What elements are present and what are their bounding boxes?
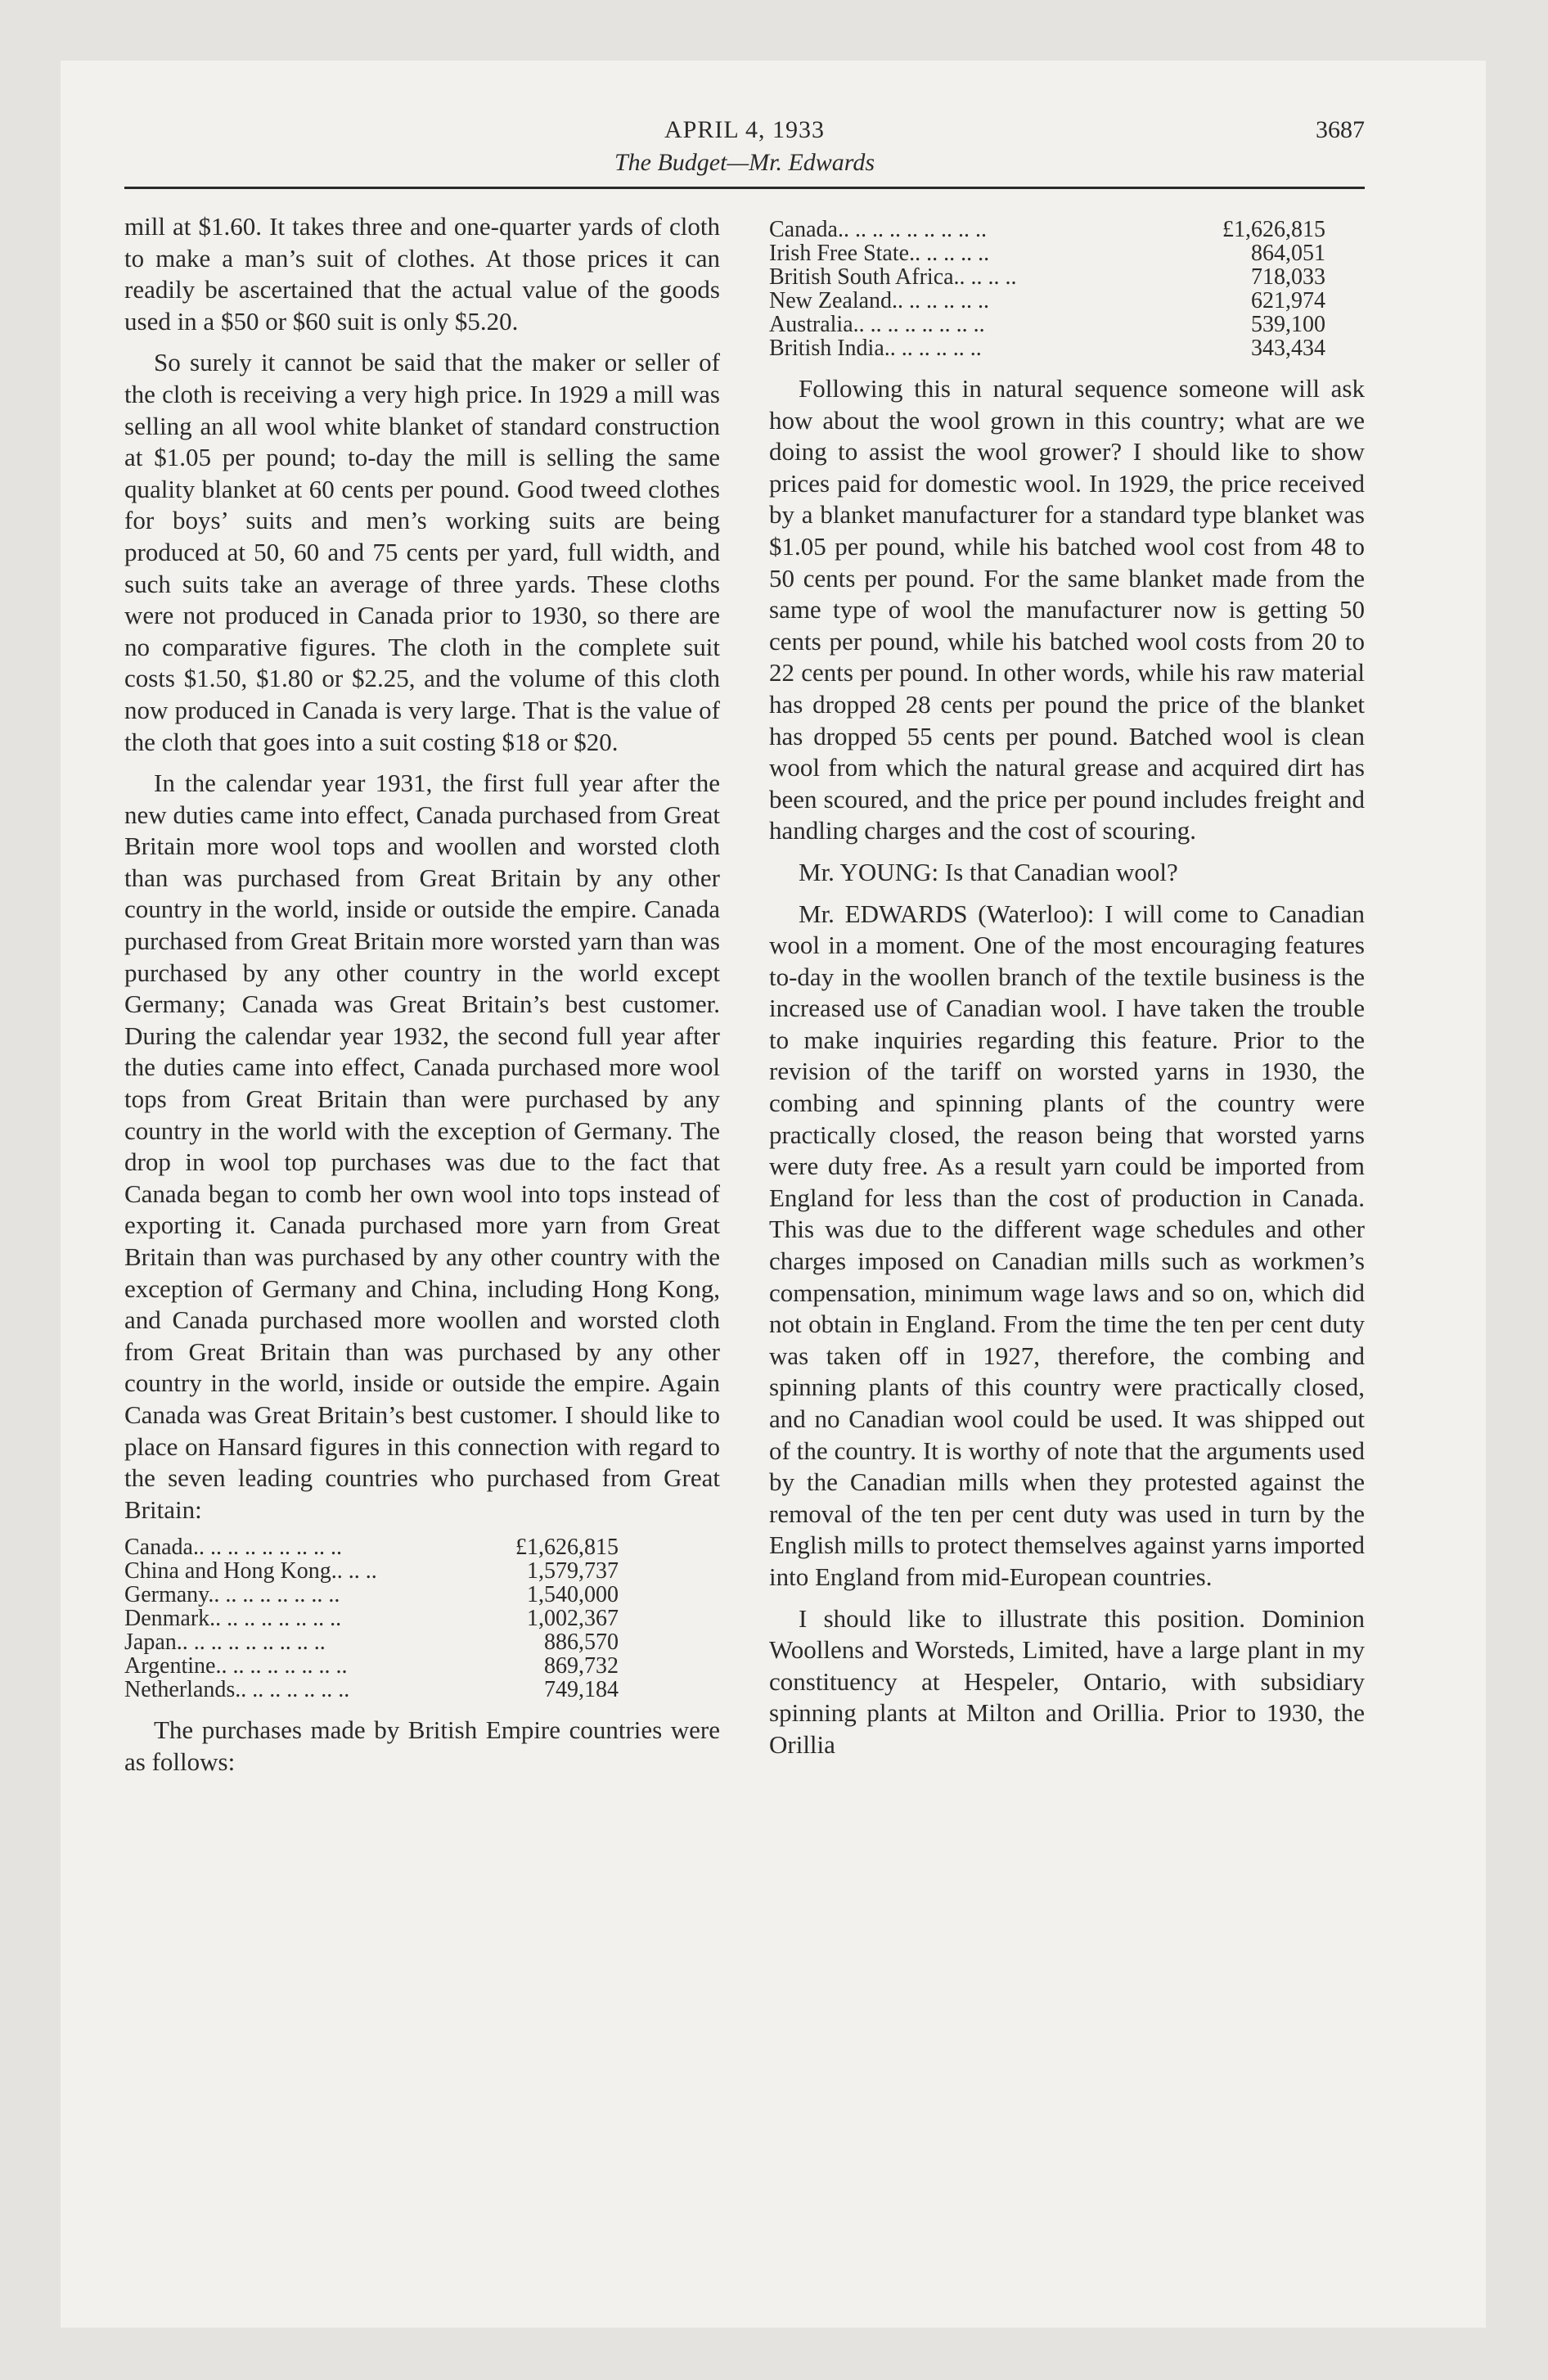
- purchase-value: 718,033: [1251, 264, 1325, 290]
- purchase-value: 749,184: [544, 1677, 619, 1703]
- country-name: Netherlands.. .. .. .. .. .. ..: [124, 1677, 350, 1703]
- table-row: [769, 289, 1325, 313]
- page-header: [124, 113, 1365, 189]
- purchase-value: 539,100: [1251, 312, 1325, 337]
- country-name: China and Hong Kong.. .. ..: [124, 1558, 377, 1584]
- country-name: British India.. .. .. .. .. ..: [769, 336, 982, 361]
- country-name: Irish Free State.. .. .. .. ..: [769, 241, 990, 266]
- header-subtitle: The Budget—Mr. Edwards: [614, 149, 875, 176]
- left-column: [124, 211, 720, 1788]
- table-row: [124, 1630, 619, 1654]
- paragraph: So surely it cannot be said that the maker or seller of the cloth is receiving a very high price. In 1929 a mill was selling an all wool white blanket of standard construction at $1.05 per pound; to-day the mill is selling the same quality blanket at 60 cents per pound. Good tweed clothes for boys’ suits and men’s working suits are being produced at 50, 60 and 75 cents per yard, full width, and such suits take an average of three yards. These cloths were not produced in Canada prior to 1930, so there are no comparative figures. The cloth in the complete suit costs $1.50, $1.80 or $2.25, and the volume of this cloth now produced in Canada is very large. That is the value of the cloth that goes into a suit costing $18 or $20.: [124, 348, 720, 756]
- table-row: [124, 1607, 619, 1630]
- purchase-value: 621,974: [1251, 288, 1325, 313]
- table-row: [124, 1678, 619, 1702]
- purchase-value: 1,002,367: [527, 1606, 619, 1632]
- country-name: Australia.. .. .. .. .. .. .. ..: [769, 312, 985, 337]
- country-name: British South Africa.. .. .. ..: [769, 264, 1017, 290]
- country-name: Canada.. .. .. .. .. .. .. .. ..: [769, 217, 987, 242]
- country-name: New Zealand.. .. .. .. .. ..: [769, 288, 990, 313]
- page-number: 3687: [1316, 116, 1365, 143]
- paragraph: In the calendar year 1931, the first full year after the new duties came into effect, Canada purchased from Great Britain more wool tops and woollen and worsted cloth than was purchased from Great Britain by any other country in the world, inside or outside the empire. Canada purchased from Great Britain more worsted yarn than was purchased by any other country in the world except Germany; Canada was Great Britain’s best customer. During the calendar year 1932, the second full year after the duties came into effect, Canada purchased more wool tops from Great Britain than were purchased by any country in the world with the exception of Germany. The drop in wool top purchases was due to the fact that Canada began to comb her own wool into tops instead of exporting it. Canada purchased more yarn from Great Britain than was purchased by any other country with the exception of Germany and China, including Hong Kong, and Canada purchased more woollen and worsted cloth from Great Britain than was purchased by any other country in the world, inside or outside the empire. Again Canada was Great Britain’s best customer. I should like to place on Hansard figures in this connection with regard to the seven leading countries who purchased from Great Britain:: [124, 769, 720, 1524]
- country-name: Germany.. .. .. .. .. .. .. ..: [124, 1582, 340, 1608]
- right-column: [769, 211, 1365, 1771]
- table-row: [769, 336, 1325, 360]
- table-row: [124, 1535, 619, 1559]
- table-row: [769, 218, 1325, 241]
- purchase-value: 1,579,737: [527, 1558, 619, 1584]
- country-name: Canada.. .. .. .. .. .. .. .. ..: [124, 1535, 342, 1561]
- table-row: [769, 241, 1325, 265]
- table-row: [769, 313, 1325, 336]
- paragraph: The purchases made by British Empire countries were as follows:: [124, 1715, 720, 1776]
- country-name: Argentine.. .. .. .. .. .. .. ..: [124, 1653, 348, 1679]
- purchase-value: 864,051: [1251, 241, 1325, 266]
- table-row: [124, 1654, 619, 1678]
- country-name: Japan.. .. .. .. .. .. .. .. ..: [124, 1629, 326, 1656]
- empire-countries-table: [769, 218, 1325, 360]
- paragraph: Following this in natural sequence someone will ask how about the wool grown in this country; what are we doing to assist the wool grower? I should like to show prices paid for domestic wool. In 1929, the price received by a blanket manufacturer for a standard type blanket was $1.05 per pound, while his batched wool cost from 48 to 50 cents per pound. For the same blanket made from the same type of wool the manufacturer now is getting 50 cents per pound, while his batched wool costs from 20 to 22 cents per pound. In other words, while his raw material has dropped 28 cents per pound the price of the blanket has dropped 55 cents per pound. Batched wool is clean wool from which the natural grease and acquired dirt has been scoured, and the price per pound includes freight and handling charges and the cost of scouring.: [769, 374, 1365, 845]
- paragraph: Mr. EDWARDS (Waterloo): I will come to Canadian wool in a moment. One of the most encouraging features to-day in the woollen branch of the textile business is the increased use of Canadian wool. I have taken the trouble to make inquiries regarding this feature. Prior to the revision of the tariff on worsted yarns in 1930, the combing and spinning plants of the country were practically closed, the reason being that worsted yarns were duty free. As a result yarn could be imported from England for less than the cost of production in Canada. This was due to the different wage schedules and other charges imposed on Canadian mills such as workmen’s compensation, minimum wage laws and so on, which did not obtain in England. From the time the ten per cent duty was taken off in 1927, therefore, the combing and spinning plants of this country were practically closed, and no Canadian wool could be used. It was shipped out of the country. It is worthy of note that the arguments used by the Canadian mills when they protested against the removal of the ten per cent duty was used in turn by the English mills to protect themselves against yarns imported into England from mid-European countries.: [769, 899, 1365, 1591]
- table-row: [124, 1559, 619, 1583]
- purchase-value: 869,732: [544, 1653, 619, 1679]
- paragraph: Mr. YOUNG: Is that Canadian wool?: [799, 857, 1178, 886]
- purchase-value: 343,434: [1251, 336, 1325, 361]
- leading-countries-table: [124, 1535, 619, 1702]
- paragraph: I should like to illustrate this position. Dominion Woollens and Worsteds, Limited, have a large plant in my constituency at Hespeler, Ontario, with subsidiary spinning plants at Milton and Orillia. Prior to 1930, the Orillia: [769, 1603, 1365, 1759]
- purchase-value: 886,570: [544, 1629, 619, 1656]
- header-date: APRIL 4, 1933: [664, 116, 826, 143]
- paragraph: mill at $1.60. It takes three and one-quarter yards of cloth to make a man’s suit of clothes. At those prices it can readily be ascertained that the actual value of the goods used in a $50 or $60 suit is only $5.20.: [124, 212, 720, 336]
- purchase-value: £1,626,815: [1222, 217, 1325, 242]
- purchase-value: 1,540,000: [527, 1582, 619, 1608]
- table-row: [769, 265, 1325, 289]
- purchase-value: £1,626,815: [515, 1535, 619, 1561]
- country-name: Denmark.. .. .. .. .. .. .. ..: [124, 1606, 342, 1632]
- table-row: [124, 1583, 619, 1607]
